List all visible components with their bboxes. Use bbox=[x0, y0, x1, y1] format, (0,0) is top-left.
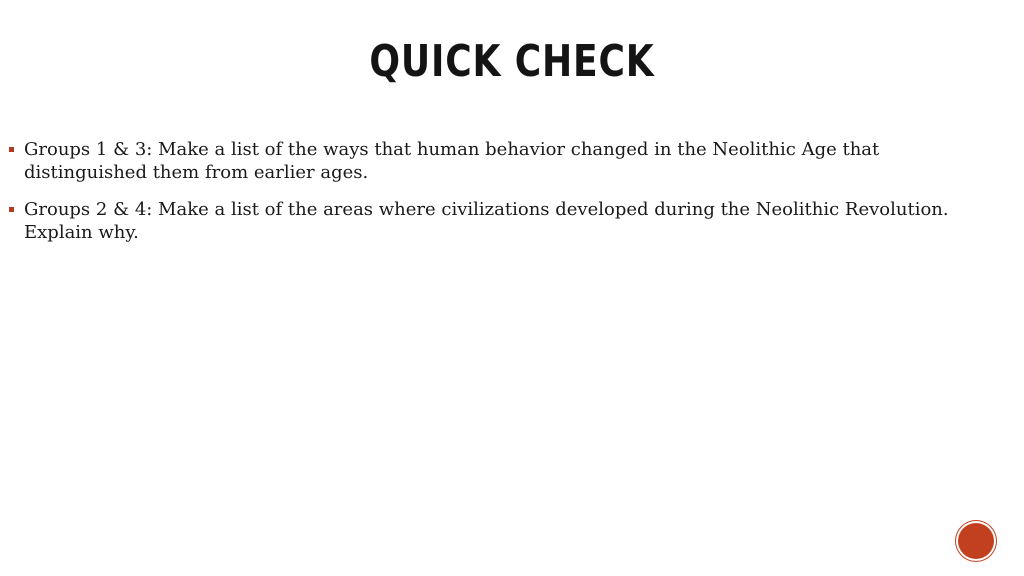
bullet-item-groups-2-4 bbox=[9, 198, 1004, 244]
square-bullet-icon bbox=[9, 207, 14, 212]
bullet-text: Groups 1 & 3: Make a list of the ways that human behavior changed in the Neolithic Age that distinguished them from earlier ages. bbox=[24, 139, 880, 183]
bullet-text: Groups 2 & 4: Make a list of the areas where civilizations developed during the Neolithic Revolution. Explain why. bbox=[24, 199, 949, 243]
bullet-item-groups-1-3 bbox=[9, 138, 1004, 184]
slide-title: QUICK CHECK bbox=[369, 36, 655, 87]
bullet-list bbox=[9, 138, 1004, 258]
square-bullet-icon bbox=[9, 147, 14, 152]
slide-number-badge bbox=[958, 523, 994, 559]
